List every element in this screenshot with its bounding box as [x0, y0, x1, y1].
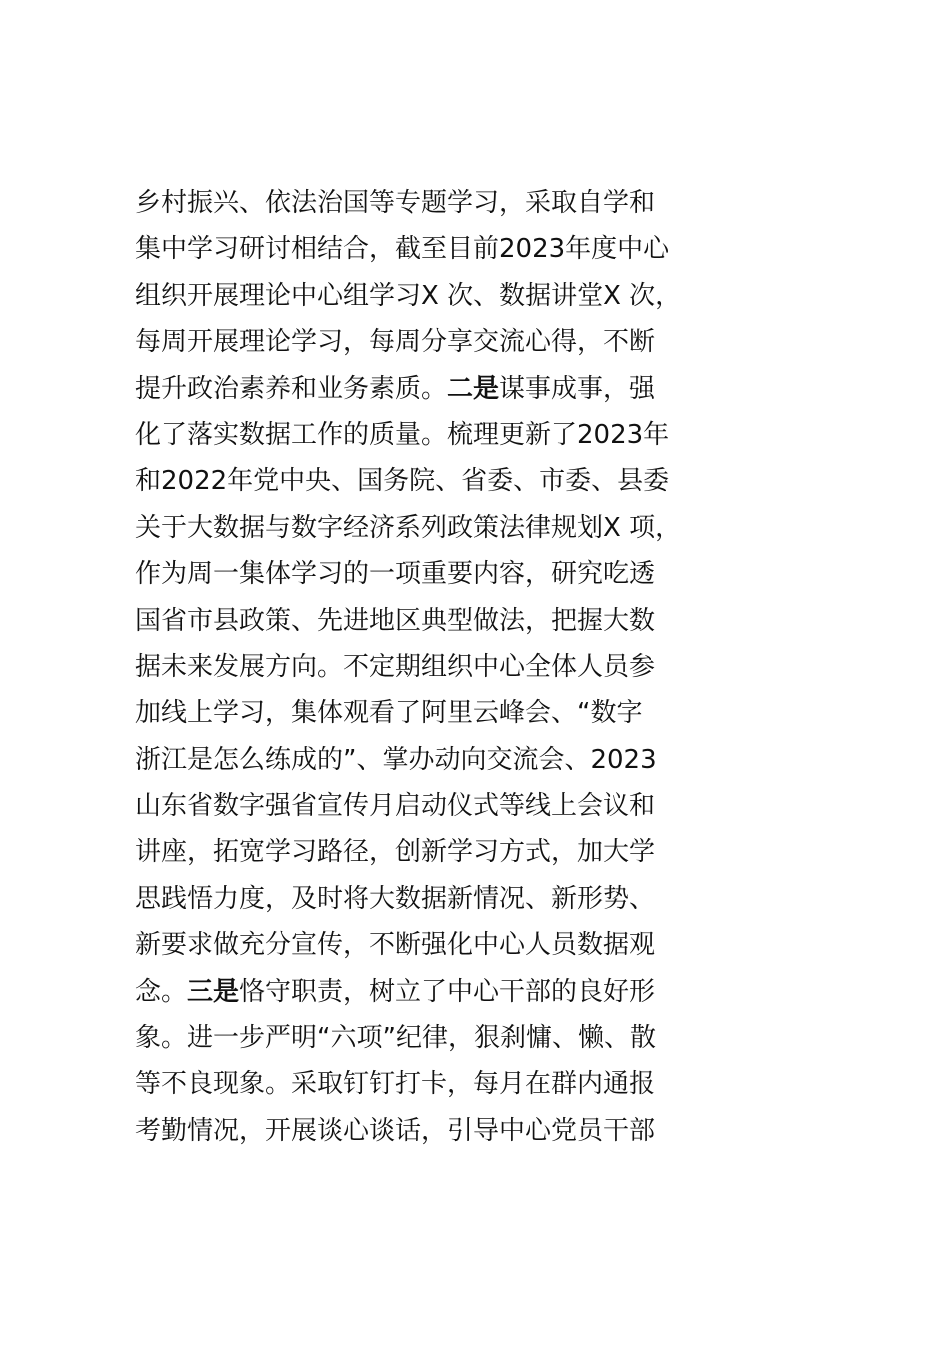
text-segment: 象。进一步严明“六项”纪律，狠刹慵、懒、散: [135, 1023, 656, 1054]
text-line: [135, 319, 855, 365]
text-line: [135, 180, 855, 226]
emphasis-label: 三是: [187, 976, 240, 1007]
text-segment: 集中学习研讨相结合，截至目前2023年度中心: [135, 234, 670, 265]
text-segment: 念。: [135, 976, 188, 1007]
text-segment: 乡村振兴、依法治国等专题学习，采取自学和: [135, 188, 656, 218]
text-line: [135, 922, 855, 968]
text-line: [135, 1061, 855, 1107]
text-segment: 恪守职责，树立了中心干部的良好形: [239, 976, 656, 1007]
text-segment: 作为周一集体学习的一项重要内容，研究吃透: [135, 559, 656, 590]
text-line: [135, 969, 855, 1015]
text-segment: 考勤情况，开展谈心谈话，引导中心党员干部: [135, 1115, 656, 1146]
text-segment: 国省市县政策、先进地区典型做法，把握大数: [135, 605, 656, 636]
text-segment: 山东省数字强省宣传月启动仪式等线上会议和: [135, 791, 656, 822]
text-segment: 谋事成事，强: [499, 373, 656, 404]
text-line: [135, 366, 855, 412]
text-line: [135, 1015, 855, 1061]
text-line: [135, 737, 855, 783]
text-line: [135, 226, 855, 272]
emphasis-label: 二是: [447, 373, 500, 404]
text-line: [135, 458, 855, 504]
text-line: [135, 412, 855, 458]
text-segment: 提升政治素养和业务素质。: [135, 373, 448, 404]
text-line: [135, 273, 855, 319]
text-segment: 新要求做充分宣传，不断强化中心人员数据观: [135, 930, 656, 961]
text-line: [135, 829, 855, 875]
text-line: [135, 551, 855, 597]
text-segment: 化了落实数据工作的质量。梳理更新了2023年: [135, 419, 670, 450]
text-segment: 浙江是怎么练成的”、掌办动向交流会、2023: [135, 744, 657, 775]
text-segment: 关于大数据与数字经济系列政策法律规划X 项，: [135, 512, 682, 543]
text-segment: 和2022年党中央、国务院、省委、市委、县委: [135, 466, 670, 497]
text-segment: 思践悟力度，及时将大数据新情况、新形势、: [135, 883, 656, 914]
text-segment: 讲座，拓宽学习路径，创新学习方式，加大学: [135, 837, 656, 868]
text-line: [135, 690, 855, 736]
text-line: [135, 505, 855, 551]
text-segment: 每周开展理论学习，每周分享交流心得，不断: [135, 327, 656, 358]
text-line: [135, 783, 855, 829]
text-line: [135, 598, 855, 644]
body-paragraph: [135, 180, 855, 1154]
text-line: [135, 1108, 855, 1154]
text-segment: 加线上学习，集体观看了阿里云峰会、“数字: [135, 698, 643, 729]
text-segment: 组织开展理论中心组学习X 次、数据讲堂X 次，: [135, 280, 682, 311]
text-segment: 据未来发展方向。不定期组织中心全体人员参: [135, 651, 656, 682]
text-line: [135, 876, 855, 922]
text-line: [135, 644, 855, 690]
text-segment: 等不良现象。采取钉钉打卡，每月在群内通报: [135, 1069, 656, 1100]
